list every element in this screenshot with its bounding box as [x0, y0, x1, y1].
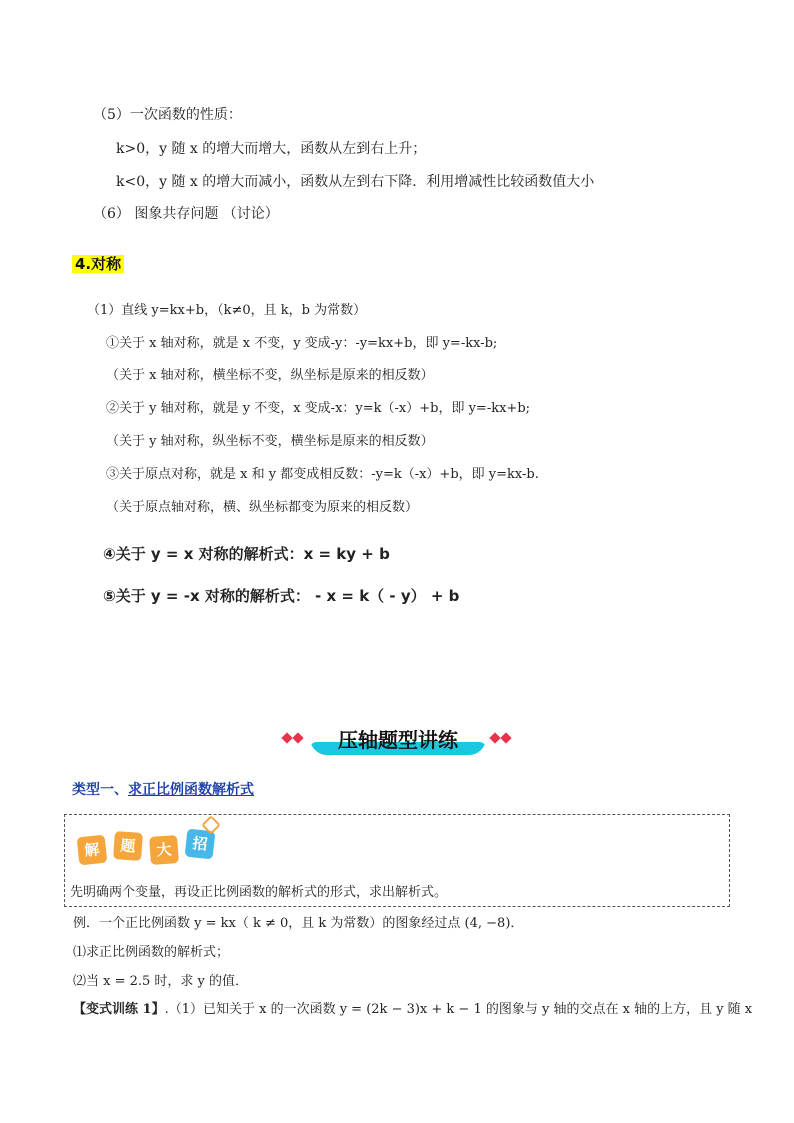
tile-icon: 题: [113, 831, 143, 861]
example-line-1: 例．一个正比例函数 y = kx（ k ≠ 0，且 k 为常数）的图象经过点 (4, −8)．: [73, 916, 524, 931]
example-line-4: [73, 998, 752, 1017]
symmetry-line-8: ④关于 y = x 对称的解析式：x = ky + b: [103, 545, 390, 563]
symmetry-line-6: ③关于原点对称，就是 x 和 y 都变成相反数：-y=k（-x）+b，即 y=kx-b.: [106, 467, 539, 482]
diamond-icon: [292, 732, 303, 743]
tile-icon: 解: [77, 835, 108, 866]
heading-symmetry-text: 4.对称: [72, 255, 124, 273]
banner-title: 压轴题型讲练: [338, 728, 458, 752]
property-k-positive: k>0，y 随 x 的增大而增大，函数从左到右上升；: [116, 141, 427, 157]
diamond-icon: [281, 732, 292, 743]
symmetry-line-7: （关于原点轴对称，横、纵坐标都变为原来的相反数）: [106, 500, 419, 515]
variant-training-label: 【变式训练 1】: [73, 1002, 165, 1017]
diamond-icon: [489, 732, 500, 743]
coexist-problem: （6） 图象共存问题 （讨论）: [93, 206, 279, 222]
type-prefix: 类型一、: [72, 782, 128, 798]
example-line-3: ⑵当 x = 2.5 时，求 y 的值．: [73, 974, 249, 989]
properties-title: （5）一次函数的性质：: [93, 107, 242, 123]
symmetry-line-1: （1）直线 y=kx+b，（k≠0，且 k，b 为常数）: [87, 303, 367, 318]
symmetry-line-4: ②关于 y 轴对称，就是 y 不变，x 变成-x：y=k（-x）+b，即 y=-kx+b;: [106, 401, 531, 416]
example-line-2: ⑴求正比例函数的解析式；: [73, 945, 230, 960]
tips-text: 先明确两个变量，再设正比例函数的解析式的形式，求出解析式。: [70, 885, 448, 900]
symmetry-line-2: ①关于 x 轴对称，就是 x 不变，y 变成-y：-y=kx+b，即 y=-kx-b;: [106, 336, 498, 351]
type-heading: [72, 779, 254, 799]
property-k-negative: k<0，y 随 x 的增大而减小，函数从左到右下降．利用增减性比较函数值大小: [116, 174, 595, 190]
diamond-icon: [500, 732, 511, 743]
tile-icon: 招: [185, 829, 216, 860]
type-link[interactable]: 求正比例函数解析式: [128, 782, 254, 798]
symmetry-line-9: ⑤关于 y = -x 对称的解析式： - x = k（ - y） + b: [103, 587, 460, 605]
variant-training-text: .（1）已知关于 x 的一次函数 y = (2k − 3)x + k − 1 的图象与 y 轴的交点在 x 轴的上方，且 y 随 x: [164, 1002, 753, 1017]
symmetry-line-5: （关于 y 轴对称，纵坐标不变，横坐标是原来的相反数）: [106, 434, 434, 449]
section-banner: [310, 721, 486, 755]
tile-icon: 大: [149, 835, 179, 865]
heading-symmetry: [72, 253, 124, 274]
symmetry-line-3: （关于 x 轴对称，横坐标不变，纵坐标是原来的相反数）: [106, 368, 434, 383]
